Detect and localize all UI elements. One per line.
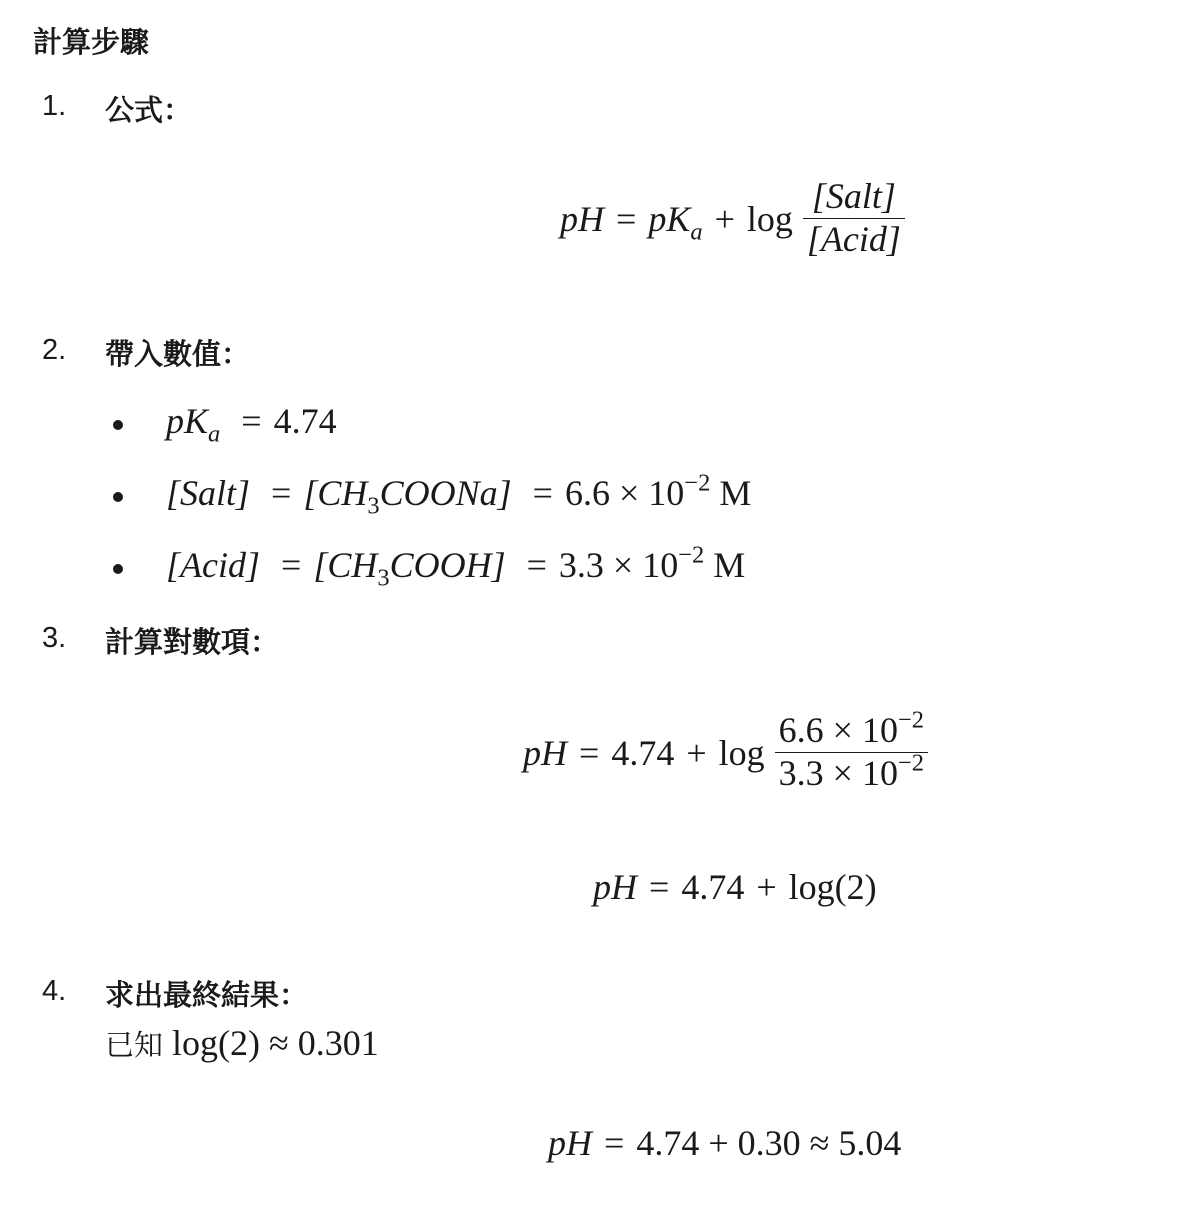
step-3-number: 3. [42, 622, 67, 654]
step-1-number: 1. [42, 90, 67, 122]
log2-equation: pH = 4.74 + log(2) [593, 867, 877, 907]
step-2-title: 帶入數值： [105, 339, 251, 371]
salt-concentration: [Salt] = $[CH_3COONa] = 6.6 \times 10^{-2}$ M [166, 469, 752, 520]
bullet-icon [113, 564, 123, 574]
pka-value: $pK_a = 4.74$ [166, 401, 337, 448]
final-result-equation: pH = 4.74 + 0.30 ≈ 5.04 [548, 1123, 902, 1163]
step-3-title: 計算對數項： [105, 627, 280, 659]
henderson-hasselbalch-formula: pH = $pK_a$ + log $\frac{\text{[Salt]}}{\text{[Acid]}}$ [560, 178, 905, 259]
acid-concentration: [Acid] = $[CH_3COOH] = 3.3 \times 10^{-2}$ M [166, 541, 746, 592]
section-heading: 計算步驟 [33, 27, 150, 59]
bullet-icon [113, 492, 123, 502]
step-4-title: 求出最終結果： [105, 980, 309, 1012]
step-1-title: 公式： [105, 95, 193, 127]
step-2-number: 2. [42, 334, 67, 366]
log2-note: 已知 log(2) ≈ 0.301 [105, 1023, 379, 1063]
ratio-fraction: $\frac{6.6 \times 10^{-2}}{3.3 \times 10^{-2}}$ [775, 712, 928, 793]
formula-fraction: $\frac{\text{[Salt]}}{\text{[Acid]}}$ [803, 178, 905, 259]
bullet-icon [113, 420, 123, 430]
step-4-number: 4. [42, 975, 67, 1007]
log-ratio-equation: pH = 4.74 + log $\frac{6.6 \times 10^{-2}}{3.3 \times 10^{-2}}$ [523, 712, 928, 793]
